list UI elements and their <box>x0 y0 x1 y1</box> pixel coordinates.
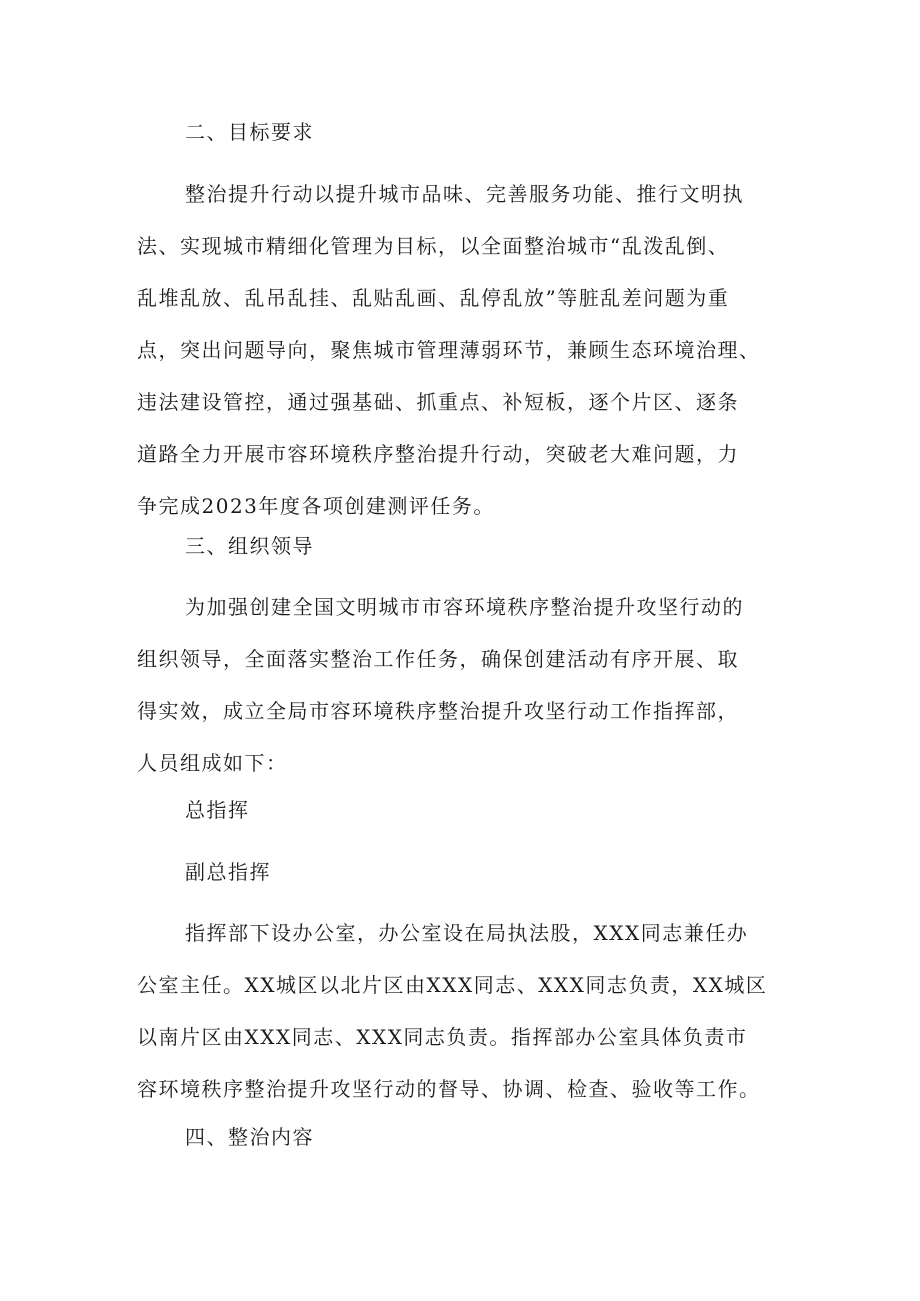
section-heading-content: 四、整治内容 <box>185 1125 314 1149</box>
section-heading-organization: 三、组织领导 <box>185 534 314 558</box>
paragraph-line: 容环境秩序整治提升攻坚行动的督导、协调、检查、验收等工作。 <box>137 1077 761 1101</box>
deputy-commander-label: 副总指挥 <box>185 860 271 884</box>
commander-label: 总指挥 <box>185 798 250 822</box>
paragraph-line: 点，突出问题导向，聚焦城市管理薄弱环节，兼顾生态环境治理、 <box>137 338 761 362</box>
paragraph-line: 得实效，成立全局市容环境秩序整治提升攻坚行动工作指挥部， <box>137 699 739 723</box>
paragraph-line: 公室主任。XX城区以北片区由XXX同志、XXX同志负责，XX城区 <box>137 973 768 997</box>
paragraph-line: 违法建设管控，通过强基础、抓重点、补短板，逐个片区、逐条 <box>137 390 739 414</box>
paragraph-goals <box>137 168 807 532</box>
paragraph-line: 以南片区由XXX同志、XXX同志负责。指挥部办公室具体负责市 <box>137 1025 748 1049</box>
section-heading-goals: 二、目标要求 <box>185 120 314 144</box>
paragraph-line: 法、实现城市精细化管理为目标，以全面整治城市“乱泼乱倒、 <box>137 234 730 258</box>
paragraph-line: 争完成2023年度各项创建测评任务。 <box>137 494 495 518</box>
paragraph-line: 指挥部下设办公室，办公室设在局执法股，XXX同志兼任办 <box>185 921 749 945</box>
paragraph-line: 乱堆乱放、乱吊乱挂、乱贴乱画、乱停乱放”等脏乱差问题为重 <box>137 286 730 310</box>
paragraph-line: 整治提升行动以提升城市品味、完善服务功能、推行文明执 <box>185 182 744 206</box>
paragraph-organization <box>137 581 807 789</box>
paragraph-line: 人员组成如下： <box>137 751 288 775</box>
paragraph-line: 组织领导，全面落实整治工作任务，确保创建活动有序开展、取 <box>137 647 739 671</box>
paragraph-office <box>137 907 807 1115</box>
paragraph-line: 道路全力开展市容环境秩序整治提升行动，突破老大难问题，力 <box>137 442 739 466</box>
paragraph-line: 为加强创建全国文明城市市容环境秩序整治提升攻坚行动的 <box>185 595 744 619</box>
